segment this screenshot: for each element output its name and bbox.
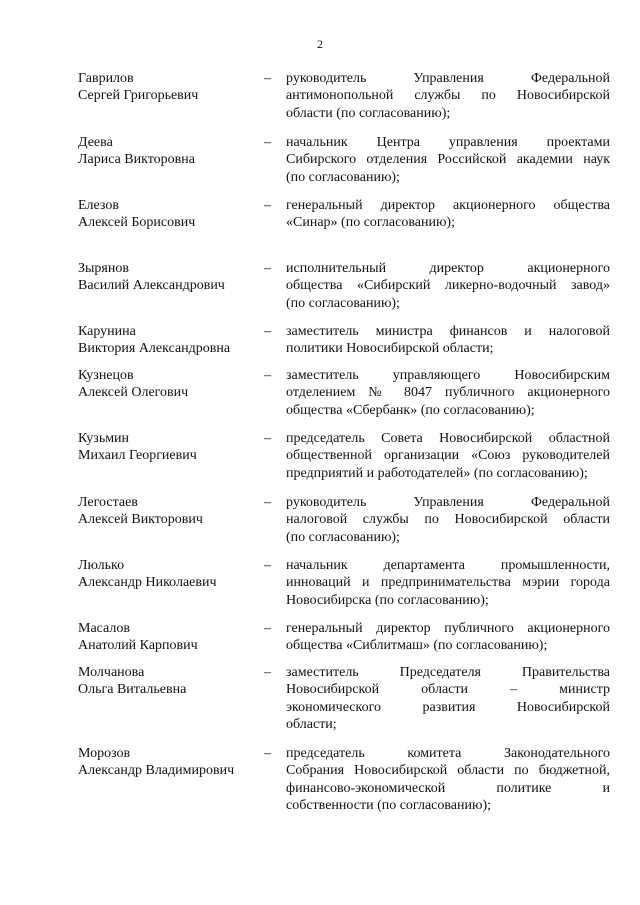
dash-separator: – — [264, 368, 271, 383]
position-line: исполнительный директор акционерного — [286, 261, 610, 276]
member-position — [286, 664, 610, 733]
member-surname: Морозов — [78, 746, 131, 761]
member-given-names: Алексей Олегович — [78, 385, 189, 401]
member-position — [286, 367, 610, 419]
dash-separator: – — [264, 558, 271, 573]
member-name — [78, 70, 258, 105]
position-line: заместитель министра финансов и налоговой — [286, 324, 610, 339]
position-line: финансово-экономической политике и — [286, 780, 610, 796]
member-surname: Зырянов — [78, 261, 129, 276]
position-line: собственности (по согласованию); — [286, 797, 492, 813]
member-surname: Карунина — [78, 324, 136, 339]
member-surname: Легостаев — [78, 495, 138, 510]
member-given-names: Василий Александрович — [78, 278, 225, 294]
dash-separator: – — [264, 198, 271, 213]
position-line: генеральный директор акционерного общества — [286, 198, 610, 213]
member-position — [286, 260, 610, 312]
member-surname: Кузьмин — [78, 431, 130, 446]
dash-separator: – — [264, 261, 271, 276]
position-line: (по согласованию); — [286, 529, 400, 545]
position-line: политики Новосибирской области; — [286, 341, 494, 357]
member-given-names: Алексей Викторович — [78, 512, 203, 528]
member-position — [286, 323, 610, 358]
position-line: общества «Сибирский ликерно-водочный завод» — [286, 278, 610, 294]
position-line: руководитель Управления Федеральной — [286, 71, 610, 86]
dash-separator: – — [264, 135, 271, 150]
dash-separator: – — [264, 324, 271, 339]
dash-separator: – — [264, 71, 271, 86]
position-line: генеральный директор публичного акционерного — [286, 621, 610, 636]
member-position — [286, 494, 610, 546]
position-line: заместитель управляющего Новосибирским — [286, 368, 610, 383]
member-given-names: Алексей Борисович — [78, 215, 196, 231]
member-name — [78, 260, 258, 295]
member-name — [78, 494, 258, 529]
position-line: Собрания Новосибирской области по бюджетной, — [286, 763, 610, 779]
position-line: начальник департамента промышленности, — [286, 558, 610, 573]
position-line: Новосибирской области – министр — [286, 682, 610, 698]
position-line: налоговой службы по Новосибирской области — [286, 512, 610, 528]
page-number: 2 — [317, 37, 323, 51]
dash-separator: – — [264, 431, 271, 446]
member-position — [286, 134, 610, 186]
member-position — [286, 745, 610, 814]
position-line: общества «Сиблитмаш» (по согласованию); — [286, 638, 548, 654]
dash-separator: – — [264, 621, 271, 636]
position-line: отделением № 8047 публичного акционерного — [286, 385, 610, 401]
member-position — [286, 620, 610, 655]
position-line: области; — [286, 716, 337, 732]
position-line: области (по согласованию); — [286, 105, 451, 121]
member-name — [78, 134, 258, 169]
position-line: инноваций и предпринимательства мэрии города — [286, 575, 610, 591]
position-line: руководитель Управления Федеральной — [286, 495, 610, 510]
member-position — [286, 430, 610, 482]
member-name — [78, 557, 258, 592]
member-position — [286, 197, 610, 232]
member-given-names: Виктория Александровна — [78, 341, 231, 357]
dash-separator: – — [264, 665, 271, 680]
position-line: (по согласованию); — [286, 295, 400, 311]
position-line: Сибирского отделения Российской академии наук — [286, 152, 610, 168]
position-line: «Синар» (по согласованию); — [286, 215, 455, 231]
dash-separator: – — [264, 495, 271, 510]
dash-separator: – — [264, 746, 271, 761]
member-position — [286, 70, 610, 122]
position-line: предприятий и работодателей» (по согласованию); — [286, 465, 588, 481]
member-surname: Люлько — [78, 558, 125, 573]
member-name — [78, 367, 258, 402]
position-line: заместитель Председателя Правительства — [286, 665, 610, 680]
member-given-names: Михаил Георгиевич — [78, 448, 197, 464]
position-line: общества «Сбербанк» (по согласованию); — [286, 402, 535, 418]
member-given-names: Ольга Витальевна — [78, 682, 187, 698]
member-given-names: Александр Николаевич — [78, 575, 217, 591]
member-name — [78, 430, 258, 465]
member-given-names: Сергей Григорьевич — [78, 88, 199, 104]
member-given-names: Александр Владимирович — [78, 763, 235, 779]
member-surname: Гаврилов — [78, 71, 134, 86]
position-line: общественной организации «Союз руководителей — [286, 448, 610, 464]
member-surname: Елезов — [78, 198, 119, 213]
position-line: (по согласованию); — [286, 169, 400, 185]
position-line: начальник Центра управления проектами — [286, 135, 610, 150]
position-line: Новосибирска (по согласованию); — [286, 592, 489, 608]
member-name — [78, 197, 258, 232]
member-surname: Кузнецов — [78, 368, 134, 383]
position-line: председатель комитета Законодательного — [286, 746, 610, 761]
position-line: экономического развития Новосибирской — [286, 699, 610, 715]
member-surname: Молчанова — [78, 665, 145, 680]
member-name — [78, 745, 258, 780]
position-line: антимонопольной службы по Новосибирской — [286, 88, 610, 104]
member-surname: Деева — [78, 135, 113, 150]
position-line: председатель Совета Новосибирской областной — [286, 431, 610, 446]
member-given-names: Лариса Викторовна — [78, 152, 195, 168]
member-name — [78, 664, 258, 699]
member-name — [78, 620, 258, 655]
member-position — [286, 557, 610, 609]
member-surname: Масалов — [78, 621, 130, 636]
member-name — [78, 323, 258, 358]
member-given-names: Анатолий Карпович — [78, 638, 198, 654]
